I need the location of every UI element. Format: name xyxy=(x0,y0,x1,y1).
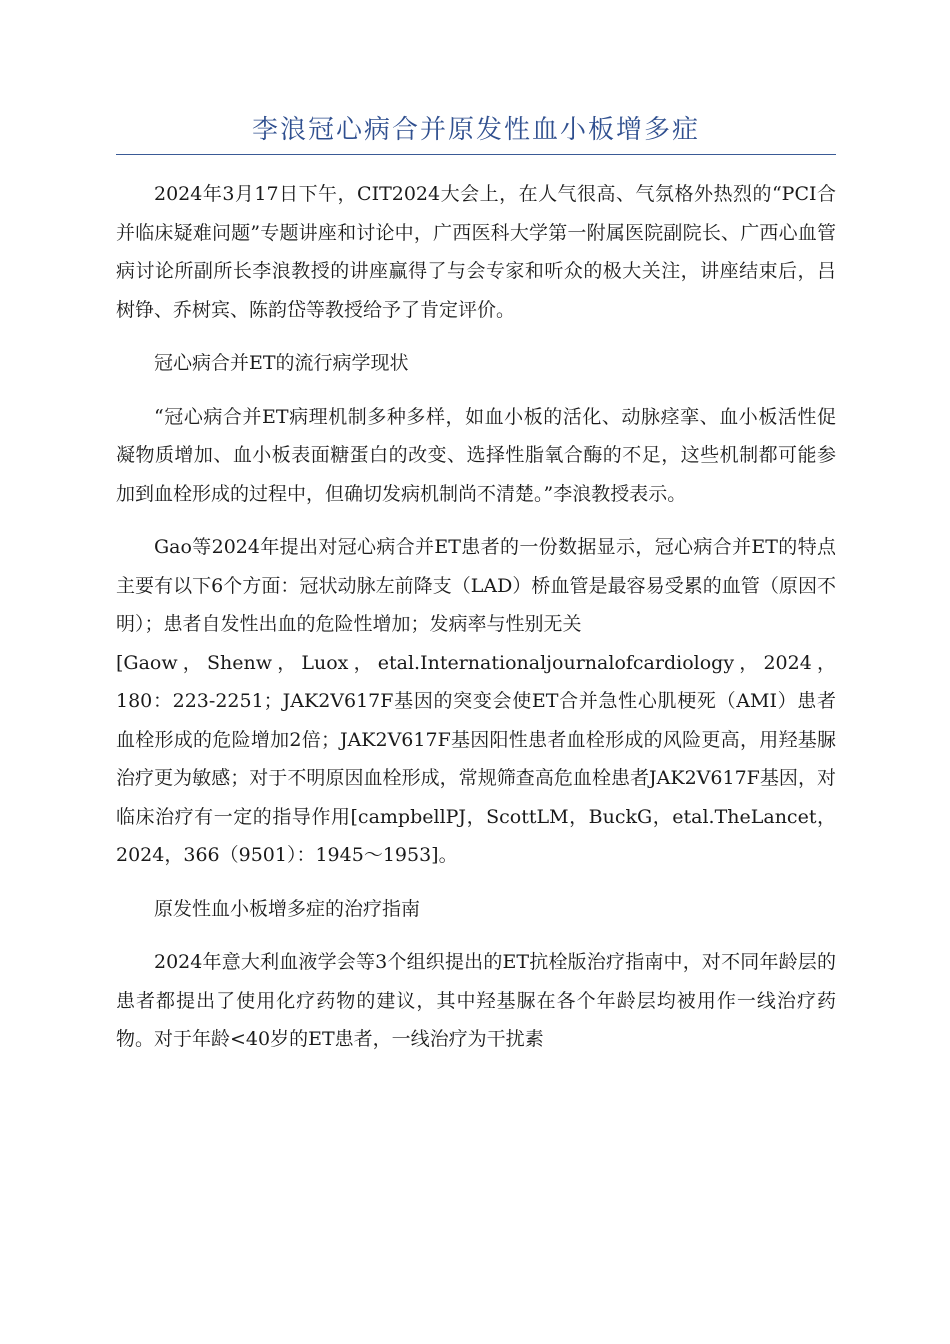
paragraph-quote: “冠心病合并ET病理机制多种多样，如血小板的活化、动脉痉挛、血小板活性促凝物质增加、血小板表面糖蛋白的改变、选择性脂氧合酶的不足，这些机制都可能参加到血栓形成的过程中，但确切发病机制尚不清楚。”李浪教授表示。 xyxy=(116,405,836,505)
document-title: 李浪冠心病合并原发性血小板增多症 xyxy=(251,115,700,145)
paragraph-gao-data: Gao等2024年提出对冠心病合并ET患者的一份数据显示，冠心病合并ET的特点主要有以下6个方面：冠状动脉左前降支（LAD）桥血管是最容易受累的血管（原因不明）；患者自发性出血的危险性增加；发病率与性别无关 xyxy=(116,536,836,635)
paragraph-intro: 2024年3月17日下午，CIT2024大会上，在人气很高、气氛格外热烈的“PCI合并临床疑难问题”专题讲座和讨论中，广西医科大学第一附属医院副院长、广西心血管病讨论所副所长李浪教授的讲座赢得了与会专家和听众的极大关注，讲座结束后，吕树铮、乔树宾、陈韵岱等教授给予了肯定评价。 xyxy=(116,183,836,321)
section-heading-epidemiology: 冠心病合并ET的流行病学现状 xyxy=(154,352,409,374)
section-heading-treatment: 原发性血小板增多症的治疗指南 xyxy=(154,897,421,920)
title-block xyxy=(116,110,836,155)
paragraph-guideline: 2024年意大利血液学会等3个组织提出的ET抗栓版治疗指南中，对不同年龄层的患者都提出了使用化疗药物的建议，其中羟基脲在各个年龄层均被用作一线治疗药物。对于年龄<40岁的ET患者，一线治疗为干扰素 xyxy=(116,951,836,1050)
document-page xyxy=(116,0,836,1074)
paragraph-references: [Gaow，Shenw，Luox，etal.Internationaljournalofcardiology，2024，180：223-2251；JAK2V617F基因的突变会使ET合并急性心肌梗死（AMI）患者血栓形成的危险增加2倍；JAK2V617F基因阳性患者血栓形成的风险更高，用羟基脲治疗更为敏感；对于不明原因血栓形成，常规筛查高危血栓患者JAK2V617F基因，对临床治疗有一定的指导作用[campbellPJ，ScottLM，BuckG，etal.TheLancet，2024，366（9501）：1945～1953]。 xyxy=(116,651,836,866)
document-body xyxy=(116,175,836,1059)
